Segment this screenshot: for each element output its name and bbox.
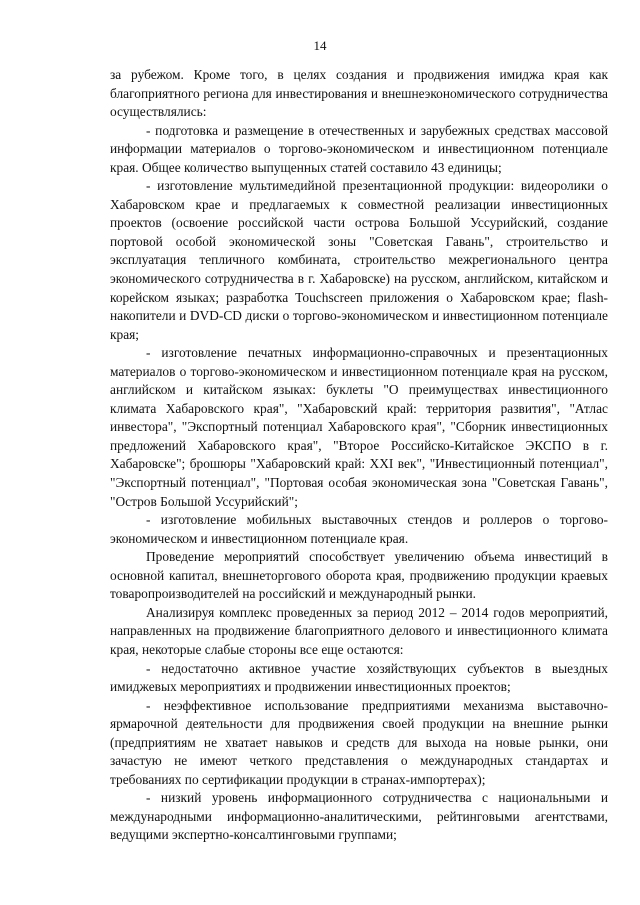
list-item-information-cooperation: - низкий уровень информационного сотрудничества с национальными и международными информационно-аналитическими, рейтинговыми агентствами, ведущими экспертно-консалтинговыми группами; (110, 790, 608, 843)
list-item-multimedia-production: - изготовление мультимедийной презентационной продукции: видеоролики о Хабаровском крае и предлагаемых к совместной реализации инвестиционных проектов (освоение российской части острова Большой Уссурийский, создание портовой особой экономической зоны "Советская Гавань", строительство и эксплуатация тепличного комбината, строительство межрегионального центра экономического сотрудничества в г. Хабаровске) на русском, английском, китайском и корейском языках; разработка Touchscreen приложения о Хабаровском крае; flash-накопители и DVD-CD диски о торгово-экономическом и инвестиционном потенциале края; (110, 178, 608, 342)
page-number: 14 (313, 38, 327, 53)
list-item-exhibition-inefficiency: - неэффективное использование предприятиями механизма выставочно-ярмарочной деятельности для продвижения своей продукции на внешние рынки (предприятиям не хватает навыков и средств для выхода на новые рынки, они зачастую не имеют четкого представления о международных стандартах и требованиях по сертификации продукции в странах-импортерах); (110, 697, 608, 787)
list-item-media-publications: - подготовка и размещение в отечественных и зарубежных средствах массовой информации материалов о торгово-экономическом и инвестиционном потенциале края. Общее количество выпущенных статей составило 43 единицы; (110, 122, 608, 175)
paragraph-effect: Проведение мероприятий способствует увеличению объема инвестиций в основной капитал, внешнеторгового оборота края, продвижению продукции краевых товаропроизводителей на российский и международный рынки. (110, 549, 608, 602)
list-item-weak-participation: - недостаточно активное участие хозяйствующих субъектов в выездных имиджевых мероприятиях и продвижении инвестиционных проектов; (110, 660, 608, 695)
list-item-mobile-stands: - изготовление мобильных выставочных стендов и роллеров о торгово-экономическом и инвестиционном потенциале края. (110, 512, 608, 546)
paragraph-analysis: Анализируя комплекс проведенных за период 2012 – 2014 годов мероприятий, направленных на продвижение благоприятного делового и инвестиционного климата края, некоторые слабые стороны все еще остаются: (110, 604, 608, 657)
body-text (110, 66, 608, 845)
paragraph-continuation: за рубежом. Кроме того, в целях создания и продвижения имиджа края как благоприятного региона для инвестирования и внешнеэкономического сотрудничества осуществлялись: (110, 67, 608, 120)
list-item-printed-materials: - изготовление печатных информационно-справочных и презентационных материалов о торгово-экономическом и инвестиционном потенциале края на русском, английском и китайском языках: буклеты "О преимуществах инвестиционного климата Хабаровского края", "Хабаровский край: территория развития", "Атлас инвестора", "Экспортный потенциал Хабаровского края", "Сборник инвестиционных предложений Хабаровского края", "Второе Российско-Китайское ЭКСПО в г. Хабаровске"; брошюры "Хабаровский край: XXI век", "Инвестиционный потенциал", "Экспортный потенциал", "Портовая особая экономическая зона "Советская Гавань", "Остров Большой Уссурийский"; (110, 345, 608, 509)
